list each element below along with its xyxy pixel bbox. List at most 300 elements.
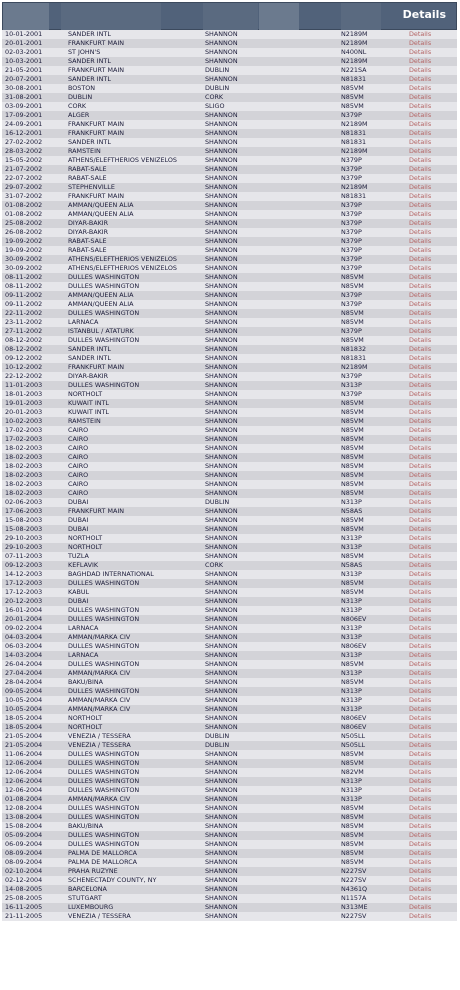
from-cell: RAMSTEIN: [68, 147, 101, 155]
date-cell: 06-03-2004: [5, 642, 43, 650]
details-link[interactable]: Details: [409, 57, 432, 65]
from-cell: DIYAR-BAKIR: [68, 219, 109, 227]
details-link[interactable]: Details: [409, 570, 432, 578]
to-cell: SHANNON: [205, 174, 238, 182]
to-cell: SHANNON: [205, 426, 238, 434]
details-link[interactable]: Details: [409, 363, 432, 371]
date-cell: 15-08-2003: [5, 525, 43, 533]
to-cell: SHANNON: [205, 255, 238, 263]
from-cell: DULLES WASHINGTON: [68, 606, 140, 614]
details-link[interactable]: Details: [409, 336, 432, 344]
from-cell: AMMAN/QUEEN ALIA: [68, 210, 134, 218]
from-cell: DUBAI: [68, 498, 89, 506]
details-link[interactable]: Details: [409, 498, 432, 506]
date-cell: 15-08-2004: [5, 822, 43, 830]
date-cell: 22-11-2002: [5, 309, 43, 317]
to-cell: DUBLIN: [205, 84, 230, 92]
details-link[interactable]: Details: [409, 264, 432, 272]
from-cell: DUBAI: [68, 516, 89, 524]
date-cell: 03-09-2001: [5, 102, 43, 110]
details-link[interactable]: Details: [409, 309, 432, 317]
date-cell: 26-04-2004: [5, 660, 43, 668]
date-cell: 16-01-2004: [5, 606, 43, 614]
aircraft-cell: N505LL: [341, 732, 366, 740]
from-cell: DULLES WASHINGTON: [68, 768, 140, 776]
details-link[interactable]: Details: [409, 768, 432, 776]
details-link[interactable]: Details: [409, 507, 432, 515]
table-row: [2, 390, 457, 399]
to-cell: SHANNON: [205, 246, 238, 254]
table-row: [2, 435, 457, 444]
details-link[interactable]: Details: [409, 615, 432, 623]
details-link[interactable]: Details: [409, 894, 432, 902]
table-row: [2, 426, 457, 435]
date-cell: 18-05-2004: [5, 714, 43, 722]
date-cell: 17-12-2003: [5, 579, 43, 587]
details-link[interactable]: Details: [409, 876, 432, 884]
details-link[interactable]: Details: [409, 750, 432, 758]
details-link[interactable]: Details: [409, 174, 432, 182]
to-cell: SHANNON: [205, 219, 238, 227]
details-link[interactable]: Details: [409, 201, 432, 209]
details-link[interactable]: Details: [409, 453, 432, 461]
to-cell: SHANNON: [205, 651, 238, 659]
aircraft-cell: N505LL: [341, 741, 366, 749]
table-row: [2, 759, 457, 768]
details-link[interactable]: Details: [409, 705, 432, 713]
aircraft-cell: N313P: [341, 606, 362, 614]
details-link[interactable]: Details: [409, 210, 432, 218]
details-link[interactable]: Details: [409, 642, 432, 650]
details-link[interactable]: Details: [409, 192, 432, 200]
details-link[interactable]: Details: [409, 282, 432, 290]
from-cell: KABUL: [68, 588, 90, 596]
table-row: [2, 30, 457, 39]
details-link[interactable]: Details: [409, 147, 432, 155]
date-cell: 28-04-2004: [5, 678, 43, 686]
from-cell: AMMAN/QUEEN ALIA: [68, 291, 134, 299]
aircraft-cell: N85VM: [341, 804, 364, 812]
to-cell: SHANNON: [205, 507, 238, 515]
details-link[interactable]: Details: [409, 669, 432, 677]
table-row: [2, 444, 457, 453]
to-cell: SHANNON: [205, 858, 238, 866]
details-link[interactable]: Details: [409, 786, 432, 794]
table-row: [2, 615, 457, 624]
from-cell: CAIRO: [68, 426, 89, 434]
to-cell: SHANNON: [205, 282, 238, 290]
date-cell: 24-09-2001: [5, 120, 43, 128]
aircraft-cell: N227SV: [341, 876, 367, 884]
date-cell: 18-02-2003: [5, 471, 43, 479]
details-link[interactable]: Details: [409, 30, 432, 38]
date-cell: 19-09-2002: [5, 246, 43, 254]
details-link[interactable]: Details: [409, 561, 432, 569]
details-link[interactable]: Details: [409, 102, 432, 110]
table-row: [2, 66, 457, 75]
to-cell: SHANNON: [205, 138, 238, 146]
details-link[interactable]: Details: [409, 93, 432, 101]
from-cell: SANDER INTL: [68, 57, 111, 65]
details-link[interactable]: Details: [409, 516, 432, 524]
from-cell: AMMAN/MARKA CIV: [68, 633, 131, 641]
details-link[interactable]: Details: [409, 723, 432, 731]
details-link[interactable]: Details: [409, 138, 432, 146]
from-cell: DULLES WASHINGTON: [68, 804, 140, 812]
table-row: [2, 813, 457, 822]
details-link[interactable]: Details: [409, 633, 432, 641]
date-cell: 30-09-2002: [5, 264, 43, 272]
from-cell: DUBLIN: [68, 93, 93, 101]
details-link[interactable]: Details: [409, 471, 432, 479]
details-link[interactable]: Details: [409, 831, 432, 839]
date-cell: 18-01-2003: [5, 390, 43, 398]
details-link[interactable]: Details: [409, 858, 432, 866]
to-cell: SHANNON: [205, 111, 238, 119]
to-cell: SHANNON: [205, 291, 238, 299]
details-link[interactable]: Details: [409, 291, 432, 299]
from-cell: DULLES WASHINGTON: [68, 642, 140, 650]
from-cell: TUZLA: [68, 552, 89, 560]
table-row: [2, 624, 457, 633]
date-cell: 12-06-2004: [5, 786, 43, 794]
aircraft-cell: N379P: [341, 156, 362, 164]
aircraft-cell: N379P: [341, 111, 362, 119]
aircraft-cell: N313P: [341, 669, 362, 677]
date-cell: 10-01-2001: [5, 30, 43, 38]
date-cell: 25-08-2005: [5, 894, 43, 902]
aircraft-cell: N85VM: [341, 858, 364, 866]
from-cell: PALMA DE MALLORCA: [68, 858, 138, 866]
aircraft-cell: N313P: [341, 777, 362, 785]
from-cell: FRANKFURT MAIN: [68, 39, 125, 47]
to-cell: SHANNON: [205, 408, 238, 416]
details-link[interactable]: Details: [409, 120, 432, 128]
table-row: [2, 660, 457, 669]
details-link[interactable]: Details: [409, 462, 432, 470]
aircraft-cell: N81831: [341, 129, 367, 137]
from-cell: DULLES WASHINGTON: [68, 813, 140, 821]
date-cell: 19-09-2002: [5, 237, 43, 245]
details-link[interactable]: Details: [409, 255, 432, 263]
details-link[interactable]: Details: [409, 111, 432, 119]
details-link[interactable]: Details: [409, 822, 432, 830]
to-cell: SHANNON: [205, 336, 238, 344]
details-link[interactable]: Details: [409, 390, 432, 398]
aircraft-cell: N85VM: [341, 336, 364, 344]
to-cell: SHANNON: [205, 444, 238, 452]
details-link[interactable]: Details: [409, 912, 432, 920]
from-cell: ATHENS/ELEFTHERIOS VENIZELOS: [68, 255, 177, 263]
details-link[interactable]: Details: [409, 372, 432, 380]
details-link[interactable]: Details: [409, 867, 432, 875]
details-link[interactable]: Details: [409, 48, 432, 56]
details-link[interactable]: Details: [409, 687, 432, 695]
from-cell: CAIRO: [68, 453, 89, 461]
table-row: [2, 696, 457, 705]
table-row: [2, 255, 457, 264]
details-link[interactable]: Details: [409, 84, 432, 92]
details-link[interactable]: Details: [409, 426, 432, 434]
from-cell: DULLES WASHINGTON: [68, 786, 140, 794]
table-row: [2, 453, 457, 462]
details-link[interactable]: Details: [409, 624, 432, 632]
details-link[interactable]: Details: [409, 399, 432, 407]
aircraft-cell: N313P: [341, 696, 362, 704]
aircraft-cell: N85VM: [341, 444, 364, 452]
from-cell: RABAT-SALE: [68, 237, 107, 245]
aircraft-cell: N227SV: [341, 912, 367, 920]
details-link[interactable]: Details: [409, 354, 432, 362]
table-row: [2, 363, 457, 372]
table-row: [2, 183, 457, 192]
to-cell: SHANNON: [205, 192, 238, 200]
from-cell: BAKU/BINA: [68, 822, 104, 830]
details-link[interactable]: Details: [409, 156, 432, 164]
details-link[interactable]: Details: [409, 885, 432, 893]
details-link[interactable]: Details: [409, 804, 432, 812]
details-link[interactable]: Details: [409, 381, 432, 389]
to-cell: SHANNON: [205, 273, 238, 281]
table-row: [2, 597, 457, 606]
date-cell: 30-09-2002: [5, 255, 43, 263]
table-row: [2, 831, 457, 840]
details-link[interactable]: Details: [409, 903, 432, 911]
details-link[interactable]: Details: [409, 795, 432, 803]
to-cell: SHANNON: [205, 840, 238, 848]
to-cell: SHANNON: [205, 381, 238, 389]
details-link[interactable]: Details: [409, 480, 432, 488]
details-link[interactable]: Details: [409, 813, 432, 821]
aircraft-cell: N85VM: [341, 588, 364, 596]
table-row: [2, 480, 457, 489]
aircraft-cell: N2189M: [341, 57, 368, 65]
table-row: [2, 291, 457, 300]
table-header: [2, 2, 457, 30]
to-cell: SHANNON: [205, 264, 238, 272]
date-cell: 09-11-2002: [5, 291, 43, 299]
table-row: [2, 111, 457, 120]
details-link[interactable]: Details: [409, 777, 432, 785]
details-link[interactable]: Details: [409, 534, 432, 542]
from-cell: BAGHDAD INTERNATIONAL: [68, 570, 154, 578]
to-cell: SHANNON: [205, 462, 238, 470]
table-row: [2, 156, 457, 165]
from-cell: DULLES WASHINGTON: [68, 615, 140, 623]
details-link[interactable]: Details: [409, 66, 432, 74]
table-row: [2, 651, 457, 660]
date-cell: 12-06-2004: [5, 768, 43, 776]
table-row: [2, 246, 457, 255]
to-cell: SHANNON: [205, 687, 238, 695]
aircraft-cell: N85VM: [341, 831, 364, 839]
table-row: [2, 768, 457, 777]
aircraft-cell: N85VM: [341, 408, 364, 416]
details-link[interactable]: Details: [409, 543, 432, 551]
table-row: [2, 687, 457, 696]
details-link[interactable]: Details: [409, 129, 432, 137]
details-link[interactable]: Details: [409, 759, 432, 767]
date-cell: 12-08-2004: [5, 804, 43, 812]
date-cell: 01-08-2002: [5, 210, 43, 218]
details-link[interactable]: Details: [409, 246, 432, 254]
aircraft-cell: N85VM: [341, 435, 364, 443]
from-cell: SANDER INTL: [68, 30, 111, 38]
details-link[interactable]: Details: [409, 489, 432, 497]
table-row: [2, 273, 457, 282]
details-link[interactable]: Details: [409, 408, 432, 416]
date-cell: 20-07-2001: [5, 75, 43, 83]
aircraft-cell: N2189M: [341, 120, 368, 128]
to-cell: SHANNON: [205, 876, 238, 884]
to-cell: SLIGO: [205, 102, 225, 110]
details-link[interactable]: Details: [409, 588, 432, 596]
to-cell: SHANNON: [205, 759, 238, 767]
aircraft-cell: N81831: [341, 138, 367, 146]
to-cell: SHANNON: [205, 372, 238, 380]
details-link[interactable]: Details: [409, 219, 432, 227]
aircraft-cell: N85VM: [341, 552, 364, 560]
table-row: [2, 93, 457, 102]
aircraft-cell: N85VM: [341, 102, 364, 110]
date-cell: 15-08-2003: [5, 516, 43, 524]
from-cell: ISTANBUL / ATATURK: [68, 327, 134, 335]
details-link[interactable]: Details: [409, 660, 432, 668]
details-link[interactable]: Details: [409, 39, 432, 47]
date-cell: 31-07-2002: [5, 192, 43, 200]
details-link[interactable]: Details: [409, 444, 432, 452]
aircraft-cell: N313P: [341, 633, 362, 641]
details-link[interactable]: Details: [409, 597, 432, 605]
date-cell: 25-08-2002: [5, 219, 43, 227]
details-link[interactable]: Details: [409, 417, 432, 425]
details-link[interactable]: Details: [409, 183, 432, 191]
from-cell: RAMSTEIN: [68, 417, 101, 425]
details-link[interactable]: Details: [409, 714, 432, 722]
date-cell: 18-02-2003: [5, 489, 43, 497]
details-link[interactable]: Details: [409, 237, 432, 245]
from-cell: RABAT-SALE: [68, 174, 107, 182]
table-body: [2, 30, 457, 921]
from-cell: LARNACA: [68, 318, 99, 326]
to-cell: SHANNON: [205, 525, 238, 533]
from-cell: VENEZIA / TESSERA: [68, 912, 131, 920]
details-link[interactable]: Details: [409, 651, 432, 659]
to-cell: CORK: [205, 561, 224, 569]
aircraft-cell: N85VM: [341, 462, 364, 470]
details-link[interactable]: Details: [409, 552, 432, 560]
aircraft-cell: N806EV: [341, 714, 367, 722]
details-link[interactable]: Details: [409, 345, 432, 353]
table-row: [2, 462, 457, 471]
to-cell: DUBLIN: [205, 741, 230, 749]
to-cell: SHANNON: [205, 39, 238, 47]
to-cell: SHANNON: [205, 777, 238, 785]
date-cell: 23-11-2002: [5, 318, 43, 326]
details-link[interactable]: Details: [409, 606, 432, 614]
date-cell: 12-06-2004: [5, 759, 43, 767]
details-link[interactable]: Details: [409, 273, 432, 281]
table-row: [2, 507, 457, 516]
from-cell: SCHENECTADY COUNTY, NY: [68, 876, 157, 884]
date-cell: 14-03-2004: [5, 651, 43, 659]
details-link[interactable]: Details: [409, 849, 432, 857]
details-link[interactable]: Details: [409, 435, 432, 443]
to-cell: SHANNON: [205, 606, 238, 614]
aircraft-cell: N313P: [341, 651, 362, 659]
to-cell: SHANNON: [205, 579, 238, 587]
details-link[interactable]: Details: [409, 300, 432, 308]
details-link[interactable]: Details: [409, 525, 432, 533]
from-cell: DULLES WASHINGTON: [68, 282, 140, 290]
aircraft-cell: N379P: [341, 201, 362, 209]
to-cell: SHANNON: [205, 903, 238, 911]
aircraft-cell: N85VM: [341, 849, 364, 857]
table-row: [2, 228, 457, 237]
table-row: [2, 552, 457, 561]
aircraft-cell: N806EV: [341, 615, 367, 623]
date-cell: 21-05-2004: [5, 741, 43, 749]
details-link[interactable]: Details: [409, 840, 432, 848]
date-cell: 11-01-2003: [5, 381, 43, 389]
date-cell: 29-07-2002: [5, 183, 43, 191]
to-cell: SHANNON: [205, 660, 238, 668]
table-row: [2, 264, 457, 273]
from-cell: STEPHENVILLE: [68, 183, 115, 191]
aircraft-cell: N806EV: [341, 723, 367, 731]
table-row: [2, 714, 457, 723]
date-cell: 04-03-2004: [5, 633, 43, 641]
table-row: [2, 885, 457, 894]
details-link[interactable]: Details: [409, 327, 432, 335]
aircraft-cell: N85VM: [341, 750, 364, 758]
from-cell: ATHENS/ELEFTHERIOS VENIZELOS: [68, 156, 177, 164]
header-cell: [203, 3, 258, 31]
to-cell: SHANNON: [205, 822, 238, 830]
details-link[interactable]: Details: [409, 741, 432, 749]
aircraft-cell: N81832: [341, 345, 367, 353]
to-cell: SHANNON: [205, 885, 238, 893]
details-link[interactable]: Details: [409, 228, 432, 236]
details-link[interactable]: Details: [409, 75, 432, 83]
date-cell: 13-08-2004: [5, 813, 43, 821]
to-cell: SHANNON: [205, 786, 238, 794]
from-cell: FRANKFURT MAIN: [68, 120, 125, 128]
table-row: [2, 129, 457, 138]
aircraft-cell: N379P: [341, 219, 362, 227]
from-cell: BARCELONA: [68, 885, 107, 893]
details-link[interactable]: Details: [409, 678, 432, 686]
date-cell: 31-08-2001: [5, 93, 43, 101]
aircraft-cell: N379P: [341, 246, 362, 254]
date-cell: 01-08-2004: [5, 795, 43, 803]
to-cell: SHANNON: [205, 228, 238, 236]
details-link[interactable]: Details: [409, 696, 432, 704]
aircraft-cell: N4361Q: [341, 885, 368, 893]
table-row: [2, 417, 457, 426]
aircraft-cell: N85VM: [341, 273, 364, 281]
aircraft-cell: N379P: [341, 390, 362, 398]
details-link[interactable]: Details: [409, 318, 432, 326]
table-row: [2, 147, 457, 156]
table-row: [2, 723, 457, 732]
details-link[interactable]: Details: [409, 732, 432, 740]
date-cell: 16-12-2001: [5, 129, 43, 137]
details-link[interactable]: Details: [409, 579, 432, 587]
details-link[interactable]: Details: [409, 165, 432, 173]
aircraft-cell: N400NL: [341, 48, 367, 56]
from-cell: FRANKFURT MAIN: [68, 507, 125, 515]
